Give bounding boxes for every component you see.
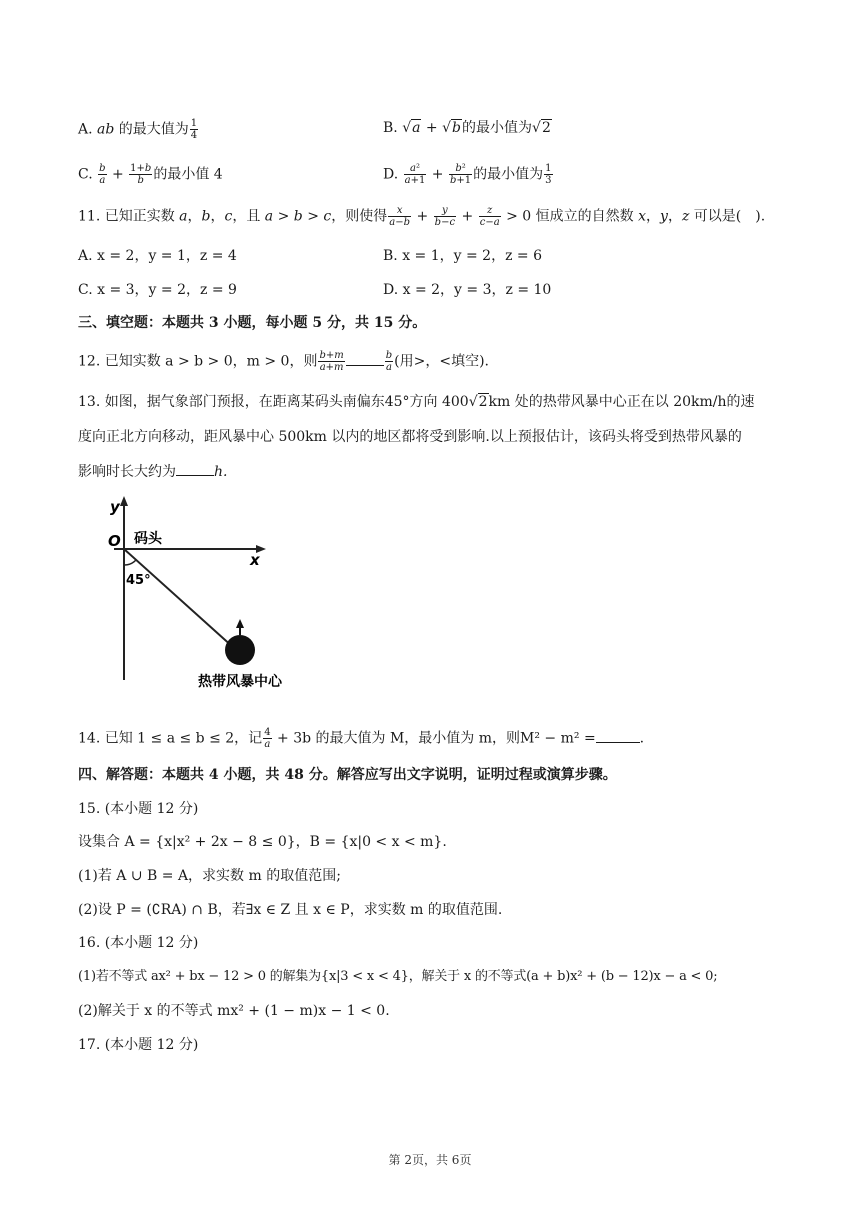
y-axis-arrow xyxy=(120,496,128,506)
answer-blank xyxy=(346,351,384,366)
storm-label: 热带风暴中心 xyxy=(198,674,282,690)
section-3-heading: 三、填空题：本题共 3 小题，每小题 5 分，共 15 分。 xyxy=(78,315,427,331)
q11-option-b: B. x = 1，y = 2，z = 6 xyxy=(383,248,542,264)
q11-stem: 11. 已知正实数 a，b，c，且 a > b > c，则使得 $\frac{x}{a-b}$ + $\frac{y}{b-c}$ + $\frac{z}{c-a}$ > 0 恒成立的自然数 x，y，z 可以是( ). xyxy=(78,205,766,228)
q14: 14. 已知 1 ≤ a ≤ b ≤ 2，记 $\frac{4}{a}$ + 3b 的最大值为 M，最小值为 m，则M² − m² = . xyxy=(78,727,645,750)
q15-line-1: 设集合 A = {x|x² + 2x − 8 ≤ 0}，B = {x|0 < x < m}. xyxy=(78,834,447,850)
q15-line-3: (2)设 P = (∁RA) ∩ B，若∃x ∈ Z 且 x ∈ P，求实数 m 的取值范围. xyxy=(78,902,503,918)
angle-label: 45° xyxy=(126,573,151,588)
q10-option-c: C. $\frac{b}{a}$ + $\frac{1+b}{b}$ 的最小值 4 xyxy=(78,163,223,186)
page-footer: 第 2页，共 6页 xyxy=(388,1153,472,1167)
q16-line-2: (2)解关于 x 的不等式 mx² + (1 − m)x − 1 < 0. xyxy=(78,1003,390,1019)
north-arrow-head xyxy=(236,619,244,628)
q11-option-a: A. x = 2，y = 1，z = 4 xyxy=(78,248,237,264)
answer-blank xyxy=(596,728,640,743)
q10-option-d: D. $\frac{\text{a²}}{a+1}$ + $\frac{\text{b²}}{b+1}$ 的最小值为 $\frac{1}{3}$ xyxy=(383,163,552,186)
q10-option-a: A. ab 的最大值为 $\frac{1}{4}$ xyxy=(78,118,198,141)
section-4-heading: 四、解答题：本题共 4 小题，共 48 分。解答应写出文字说明，证明过程或演算步骤。 xyxy=(78,767,617,783)
fraction: $\frac{1}{4}$ xyxy=(190,118,198,141)
q10-option-b: B. √a + √b的最小值为√2 xyxy=(383,120,551,136)
q12: 12. 已知实数 a > b > 0，m > 0，则 $\frac{b+m}{a+m}$ $\frac{b}{a}$ (用>，<填空). xyxy=(78,350,489,373)
q15-line-2: (1)若 A ∪ B = A，求实数 m 的取值范围; xyxy=(78,868,341,884)
y-axis-label: y xyxy=(110,498,120,516)
q16-title: 16. (本小题 12 分) xyxy=(78,935,199,951)
storm-figure xyxy=(100,490,310,695)
q16-line-1: (1)若不等式 ax² + bx − 12 > 0 的解集为{x|3 < x < 4}，解关于 x 的不等式(a + b)x² + (b − 12)x − a < 0; xyxy=(78,969,718,984)
q11-option-c: C. x = 3，y = 2，z = 9 xyxy=(78,282,237,298)
q13-line-3: 影响时长大约为 h. xyxy=(78,461,227,482)
origin-label: O xyxy=(108,532,121,550)
q13-line-1: 13. 如图，据气象部门预报，在距离某码头南偏东45°方向 400√2km 处的热带风暴中心正在以 20km/h的速 xyxy=(78,394,755,410)
direction-line xyxy=(124,549,234,648)
angle-arc xyxy=(124,560,136,565)
x-axis-label: x xyxy=(250,551,260,569)
dock-label: 码头 xyxy=(134,531,162,547)
q17-title: 17. (本小题 12 分) xyxy=(78,1037,199,1053)
answer-blank xyxy=(176,461,214,476)
q13-line-2: 度向正北方向移动，距风暴中心 500km 以内的地区都将受到影响.以上预报估计，该码头将受到热带风暴的 xyxy=(78,429,742,445)
q15-title: 15. (本小题 12 分) xyxy=(78,801,199,817)
storm-center-dot xyxy=(225,635,255,665)
q11-option-d: D. x = 2，y = 3，z = 10 xyxy=(383,282,552,298)
